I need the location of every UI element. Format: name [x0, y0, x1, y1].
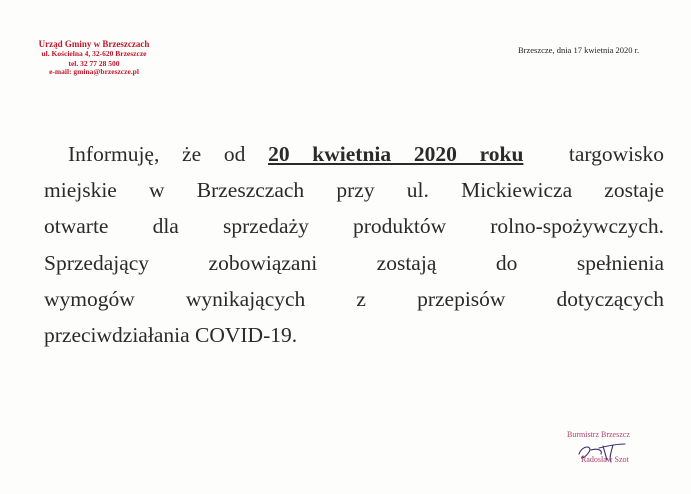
signature-title: Burmistrz Brzeszcz	[567, 430, 630, 439]
body-line-3: otwarte dla sprzedaży produktów rolno-spożywczych.	[44, 214, 664, 239]
stamp-address: ul. Kościelna 4, 32-620 Brzeszcze	[41, 48, 147, 58]
mayor-signature-block	[565, 430, 675, 475]
opening-date-highlight: 20 kwietnia 2020 roku	[268, 142, 524, 166]
body-line-2: miejskie w Brzeszczach przy ul. Mickiewicza zostaje	[44, 178, 664, 203]
body-line-4: Sprzedający zobowiązani zostają do spełnienia	[44, 250, 664, 275]
body-line-1-start: Informuję, że od	[68, 142, 269, 166]
body-line-1	[44, 136, 664, 172]
announcement-body	[44, 136, 664, 353]
body-line-1-end: targowisko	[523, 142, 664, 166]
stamp-phone: tel. 32 77 28 500	[68, 59, 120, 69]
body-line-5: wymogów wynikających z przepisów dotyczących	[44, 286, 664, 311]
dateline: Brzeszcze, dnia 17 kwietnia 2020 r.	[518, 45, 640, 55]
stamp-org-name: Urząd Gminy w Brzeszczach	[38, 39, 150, 49]
stamp-email: e-mail: gmina@brzeszcze.pl	[49, 67, 139, 77]
office-stamp	[30, 40, 158, 77]
signature-name: Radosław Szot	[581, 455, 629, 464]
body-line-6: przeciwdziałania COVID-19.	[44, 323, 298, 348]
